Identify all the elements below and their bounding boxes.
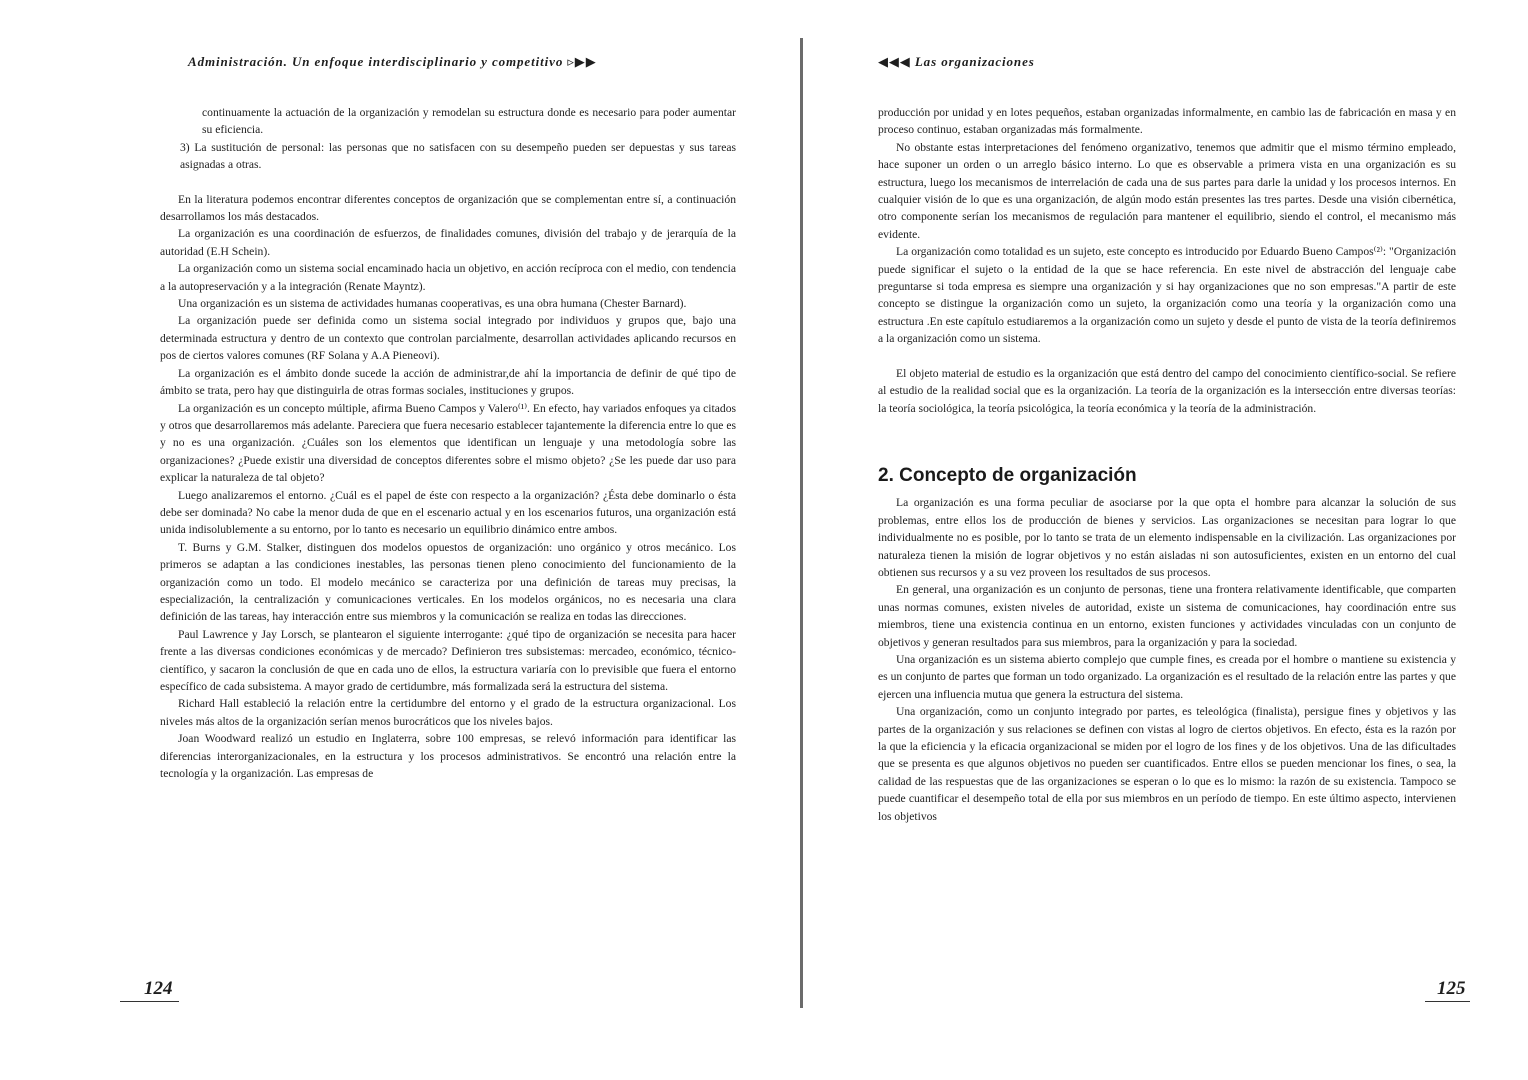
paragraph: Richard Hall estableció la relación entre la certidumbre del entorno y el grado de la estructura organizacional. Los niveles más altos de la organización serían menos burocráticos que los niveles bajos.	[160, 697, 736, 728]
paragraph: En la literatura podemos encontrar diferentes conceptos de organización que se complementan entre sí, a continuación desarrollamos los más destacados.	[160, 192, 736, 224]
paragraph: El objeto material de estudio es la organización que está dentro del campo del conocimiento científico-social. Se refiere al estudio de la realidad social que es la organización. La teoría de la organización es la intersección entre diversas teorías: la teoría sociológica, la teoría psicológica, la teoría económica y la teoría de la administración.	[878, 366, 1456, 415]
section-title: 2. Concepto de organización	[878, 464, 1137, 486]
paragraph: Luego analizaremos el entorno. ¿Cuál es el papel de éste con respecto a la organización? ¿Ésta debe dominarlo o ésta debe ser dominada? No cabe la menor duda de que en el escenario actual y en los escenarios futuros, una organización está unida indisolublemente a su entorno, por lo tanto es necesario un equilibrio dinámico entre ambos.	[160, 488, 736, 537]
left-page-body	[160, 104, 736, 782]
paragraph: Una organización, como un conjunto integrado por partes, es teleológica (finalista), persigue fines y objetivos y las partes de la organización y sus relaciones se definen con vistas al logro de ciertos objetivos. En efecto, ésta es la razón por la que la eficiencia y la eficacia organizacional se miden por el logro de los fines y de los objetivos. Una de las dificultades que se presenta es que algunos objetivos no pueden ser cuantificados. Entre ellos se pueden mencionar los fines, o sea, la calidad de las respuestas que de las organizaciones se esperan o lo que es lo mismo: la razón de su existencia. Tampoco se puede cuantificar el desempeño total de ella por sus miembros en un período de tiempo. En este último aspecto, intervienen los objetivos	[878, 705, 1456, 823]
running-head-right: ◀◀◀ Las organizaciones	[878, 54, 1035, 69]
paragraph: T. Burns y G.M. Stalker, distinguen dos modelos opuestos de organización: uno orgánico y otros mecánico. Los primeros se adaptan a las condiciones inestables, las personas tienen pleno conocimiento del funcionamiento de la organización como un todo. El modelo mecánico se caracteriza por una definición de tareas muy precisas, la especialización, la centralización y comunicaciones verticales. En los modelos orgánicos, no es necesaria una clara definición de las tareas, hay interacción entre sus miembros y la comunicación se realiza en todas las direcciones.	[160, 540, 736, 624]
paragraph: Una organización es un sistema de actividades humanas cooperativas, es una obra humana (Chester Barnard).	[178, 297, 687, 311]
paragraph: La organización es una forma peculiar de asociarse por la que opta el hombre para alcanzar la solución de sus problemas, entre ellos los de producción de bienes y servicios. Las organizaciones se necesitan para lograr lo que individualmente no es posible, por lo tanto se trata de un elemento indispensable en la civilización. Las organizaciones por naturaleza tienen la misión de lograr objetivos y no están aisladas ni son autosuficientes, existen en un entorno del cual obtienen sus recursos y a su vez proveen los resultados de sus procesos.	[878, 496, 1456, 579]
list-item: 3) La sustitución de personal: las personas que no satisfacen con su desempeño pueden ser depuestas y sus tareas asignadas a otras.	[180, 140, 736, 172]
paragraph: La organización como un sistema social encaminado hacia un objetivo, en acción recíproca con el medio, con tendencia a la autopreservación y a la integración (Renate Mayntz).	[160, 262, 736, 293]
paragraph: En general, una organización es un conjunto de personas, tiene una frontera relativamente identificable, que comparten unas normas comunes, existen niveles de autoridad, existe un sistema de comunicaciones, hay coordinación entre sus miembros, tiene una existencia continua en un entorno, existen funciones y actividades vinculadas con un conjunto de objetivos y generan resultados para sus miembros, para la organización y para la sociedad.	[878, 583, 1456, 649]
paragraph: Paul Lawrence y Jay Lorsch, se plantearon el siguiente interrogante: ¿qué tipo de organización se necesita para hacer frente a las diversas condiciones económicas y de mercado? Definieron tres subsistemas: mercadeo, económico, técnico-científico, y sacaron la conclusión de que en cada uno de ellos, la estructura variaría con lo previsible que fuera el entorno específico de cada subsistema. A mayor grado de certidumbre, más formalizada será la estructura del sistema.	[160, 627, 736, 693]
paragraph: La organización puede ser definida como un sistema social integrado por individuos y grupos que, bajo una determinada estructura y dentro de un contexto que controlan parcialmente, desarrollan actividades aplicando recursos en pos de ciertos valores comunes (RF Solana y A.A Pieneovi).	[160, 314, 736, 363]
right-page	[803, 0, 1528, 1080]
paragraph: Una organización es un sistema abierto complejo que cumple fines, es creada por el hombre o mantiene su existencia y es un conjunto de partes que forman un todo organizado. La organización es el resultado de la relación entre las partes y que ejercen una influencia mutua que genera la estructura del sistema.	[878, 652, 1456, 701]
paragraph: La organización como totalidad es un sujeto, este concepto es introducido por Eduardo Bueno Campos⁽²⁾: "Organización puede significar el sujeto o la entidad de la que se hace referencia. En este nivel de abstracción del lenguaje cabe preguntarse si toda empresa es siempre una organización y si hay organizaciones que no son empresas."A partir de este concepto se distingue la organización como un sujeto, la organización como una teoría y la organización como una estructura .En este capítulo estudiaremos a la organización como un sujeto y desde el punto de vista de la teoría definiremos a la organización como un sistema.	[878, 245, 1456, 346]
paragraph: La organización es una coordinación de esfuerzos, de finalidades comunes, división del trabajo y de jerarquía de la autoridad (E.H Schein).	[160, 227, 736, 258]
paragraph: No obstante estas interpretaciones del fenómeno organizativo, tenemos que admitir que el mismo término empleado, hace suponer un orden o un arreglo básico interno. Lo que es observable a primera vista en una organización es su estructura, luego los mecanismos de interrelación de cada una de sus partes para darle la unidad y los procesos internos. En cualquier visión de lo que es una organización, de algún modo están presentes las tres partes. Desde una visión cibernética, otro componente serían los mecanismos de regulación para mantener el equilibrio, siendo el control, el mecanismo más evidente.	[878, 140, 1456, 241]
paragraph: La organización es el ámbito donde sucede la acción de administrar,de ahí la importancia de definir de qué tipo de ámbito se trata, pero hay que distinguirla de otras formas sociales, instituciones y grupos.	[160, 366, 736, 398]
right-page-body	[878, 104, 1456, 825]
paragraph: Joan Woodward realizó un estudio en Inglaterra, sobre 100 empresas, se relevó información para identificar las diferencias interorganizacionales, en la estructura y los procesos administrativos. Se encontró una relación entre la tecnología y la organización. Las empresas de	[160, 732, 736, 781]
paragraph: continuamente la actuación de la organización y remodelan su estructura donde es necesario para poder aumentar su eficiencia.	[202, 106, 736, 137]
running-head-left: Administración. Un enfoque interdisciplinario y competitivo ▹▶▶	[188, 54, 597, 69]
page-number-right: 125	[1425, 978, 1470, 1002]
page-number-left: 124	[120, 978, 179, 1002]
paragraph: La organización es un concepto múltiple, afirma Bueno Campos y Valero⁽¹⁾. En efecto, hay variados enfoques ya citados y otros que desarrollaremos más adelante. Pareciera que fuera necesario establecer tajantemente la diferencia entre lo que es y no es una organización. ¿Cuáles son los elementos que identifican un lenguaje y una metodología sobre las organizaciones? ¿Puede existir una diversidad de conceptos diferentes sobre el mismo objeto? ¿Se les puede dar uso para explicar la naturaleza de tal objeto?	[160, 401, 736, 485]
paragraph: producción por unidad y en lotes pequeños, estaban organizadas informalmente, en cambio las de fabricación en masa y en proceso continuo, estaban organizadas más formalmente.	[878, 106, 1456, 137]
